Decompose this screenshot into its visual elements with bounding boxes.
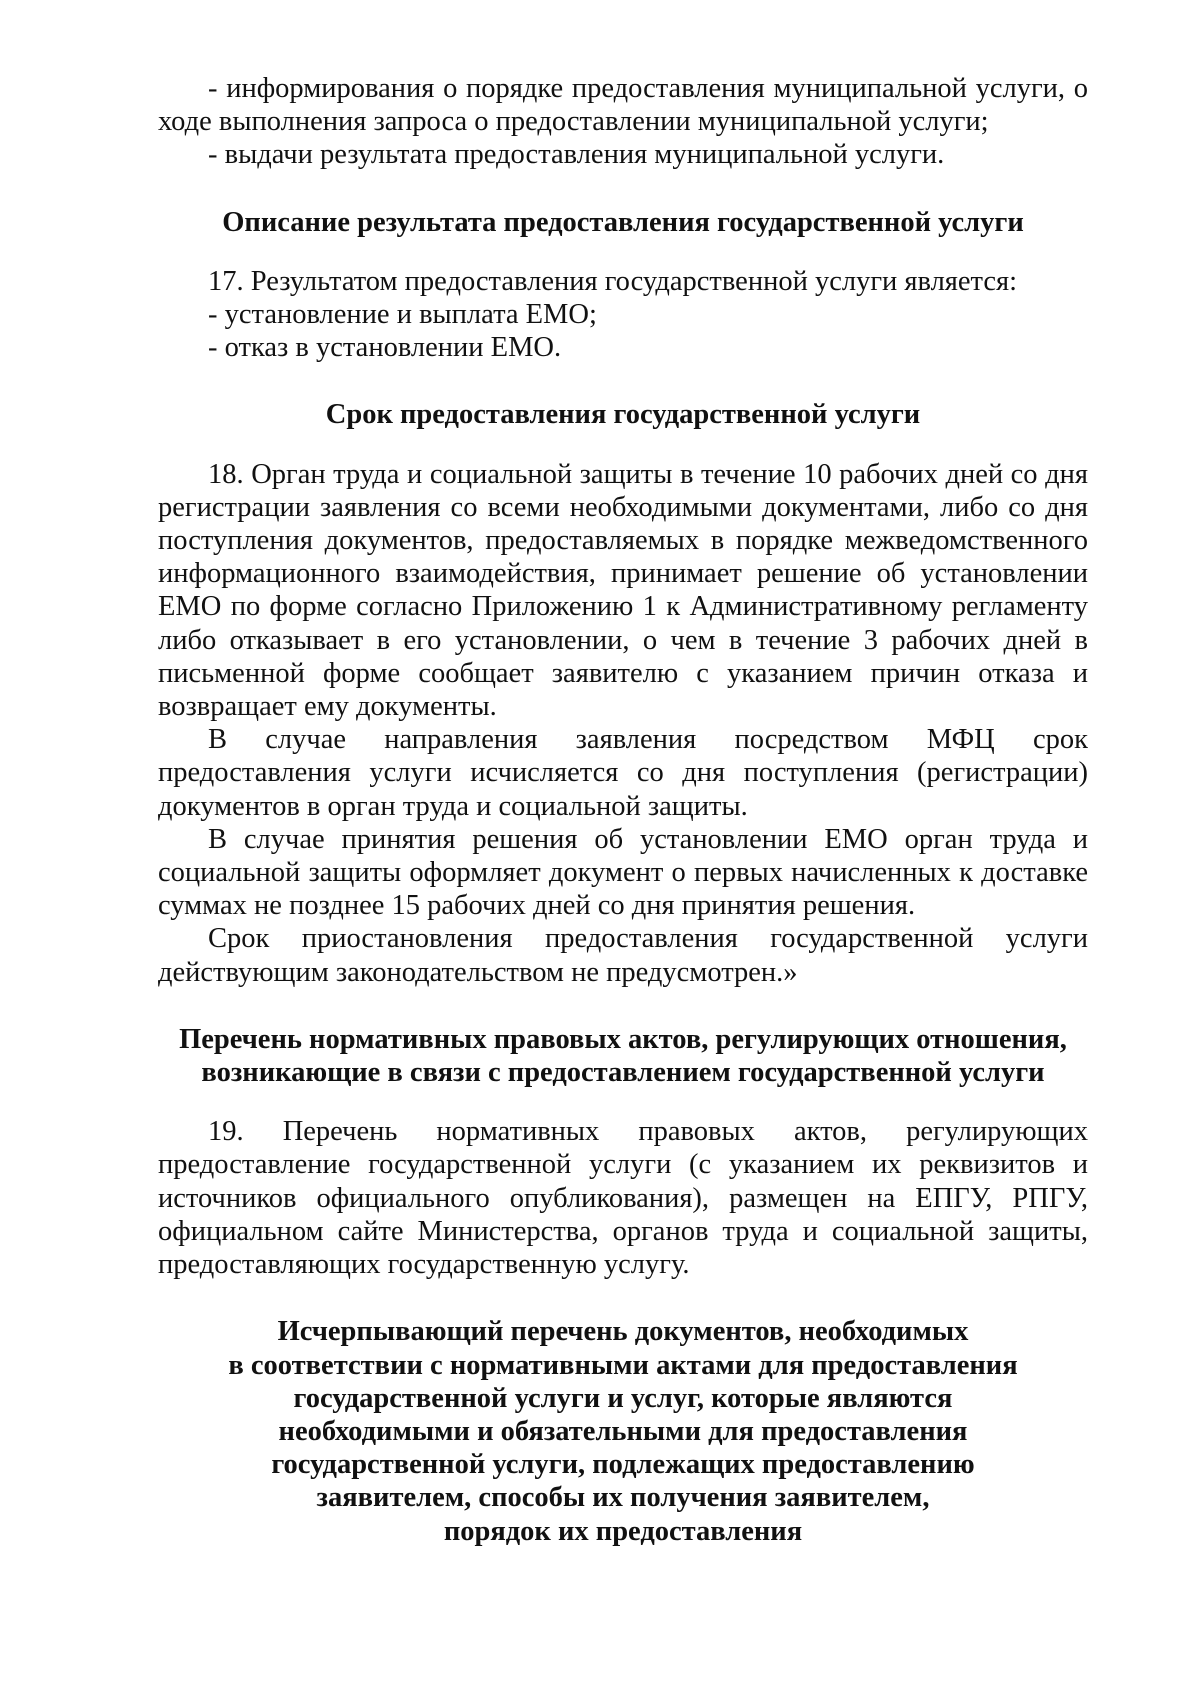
heading-result: Описание результата предоставления государственной услуги	[222, 206, 1024, 238]
paragraph-18: 18. Орган труда и социальной защиты в течение 10 рабочих дней со дня регистрации заявления со всеми необходимыми документами, либо со дня поступления документов, предоставляемых в порядке межведомственного информационного взаимодействия, принимает решение об установлении ЕМО по форме согласно Приложению 1 к Административному регламенту либо отказывает в его установлении, о чем в течение 3 рабочих дней в письменной форме сообщает заявителю с указанием причин отказа и возвращает ему документы.	[158, 458, 1088, 723]
heading-docs-line-6: заявителем, способы их получения заявителем,	[316, 1482, 930, 1514]
heading-term: Срок предоставления государственной услуги	[325, 399, 921, 431]
paragraph-17: 17. Результатом предоставления государственной услуги является:	[208, 265, 1018, 297]
heading-documents	[158, 1315, 1088, 1547]
heading-acts	[158, 1023, 1088, 1089]
paragraph-suspension: Срок приостановления предоставления государственной услуги действующим законодательством не предусмотрен.»	[158, 923, 1088, 988]
heading-docs-line-3: государственной услуги и услуг, которые являются	[293, 1382, 953, 1414]
intro-item-issuing: - выдачи результата предоставления муниципальной услуги.	[208, 139, 945, 171]
heading-acts-line-1: Перечень нормативных правовых актов, регулирующих отношения,	[179, 1023, 1067, 1055]
heading-docs-line-1: Исчерпывающий перечень документов, необходимых	[277, 1316, 969, 1348]
result-item-refusal: - отказ в установлении ЕМО.	[208, 332, 562, 364]
paragraph-mfc-case: В случае направления заявления посредством МФЦ срок предоставления услуги исчисляется со дня поступления (регистрации) документов в орган труда и социальной защиты.	[158, 724, 1088, 822]
heading-docs-line-5: государственной услуги, подлежащих предоставлению	[271, 1449, 975, 1481]
result-item-establishment: - установление и выплата ЕМО;	[208, 299, 597, 331]
heading-docs-line-4: необходимыми и обязательными для предоставления	[278, 1415, 968, 1447]
document-page	[158, 72, 1088, 1548]
paragraph-19: 19. Перечень нормативных правовых актов, регулирующих предоставление государственной услуги (с указанием их реквизитов и источников официального опубликования), размещен на ЕПГУ, РПГУ, официальном сайте Министерства, органов труда и социальной защиты, предоставляющих государственную услугу.	[158, 1116, 1088, 1281]
heading-docs-line-7: порядок их предоставления	[443, 1515, 803, 1547]
heading-acts-line-2: возникающие в связи с предоставлением государственной услуги	[201, 1057, 1045, 1089]
heading-docs-line-2: в соответствии с нормативными актами для предоставления	[228, 1349, 1018, 1381]
paragraph-decision-case: В случае принятия решения об установлении ЕМО орган труда и социальной защиты оформляет документ о первых начисленных к доставке суммах не позднее 15 рабочих дней со дня принятия решения.	[158, 823, 1088, 922]
intro-item-informing: - информирования о порядке предоставления муниципальной услуги, о ходе выполнения запроса о предоставлении муниципальной услуги;	[158, 73, 1088, 138]
